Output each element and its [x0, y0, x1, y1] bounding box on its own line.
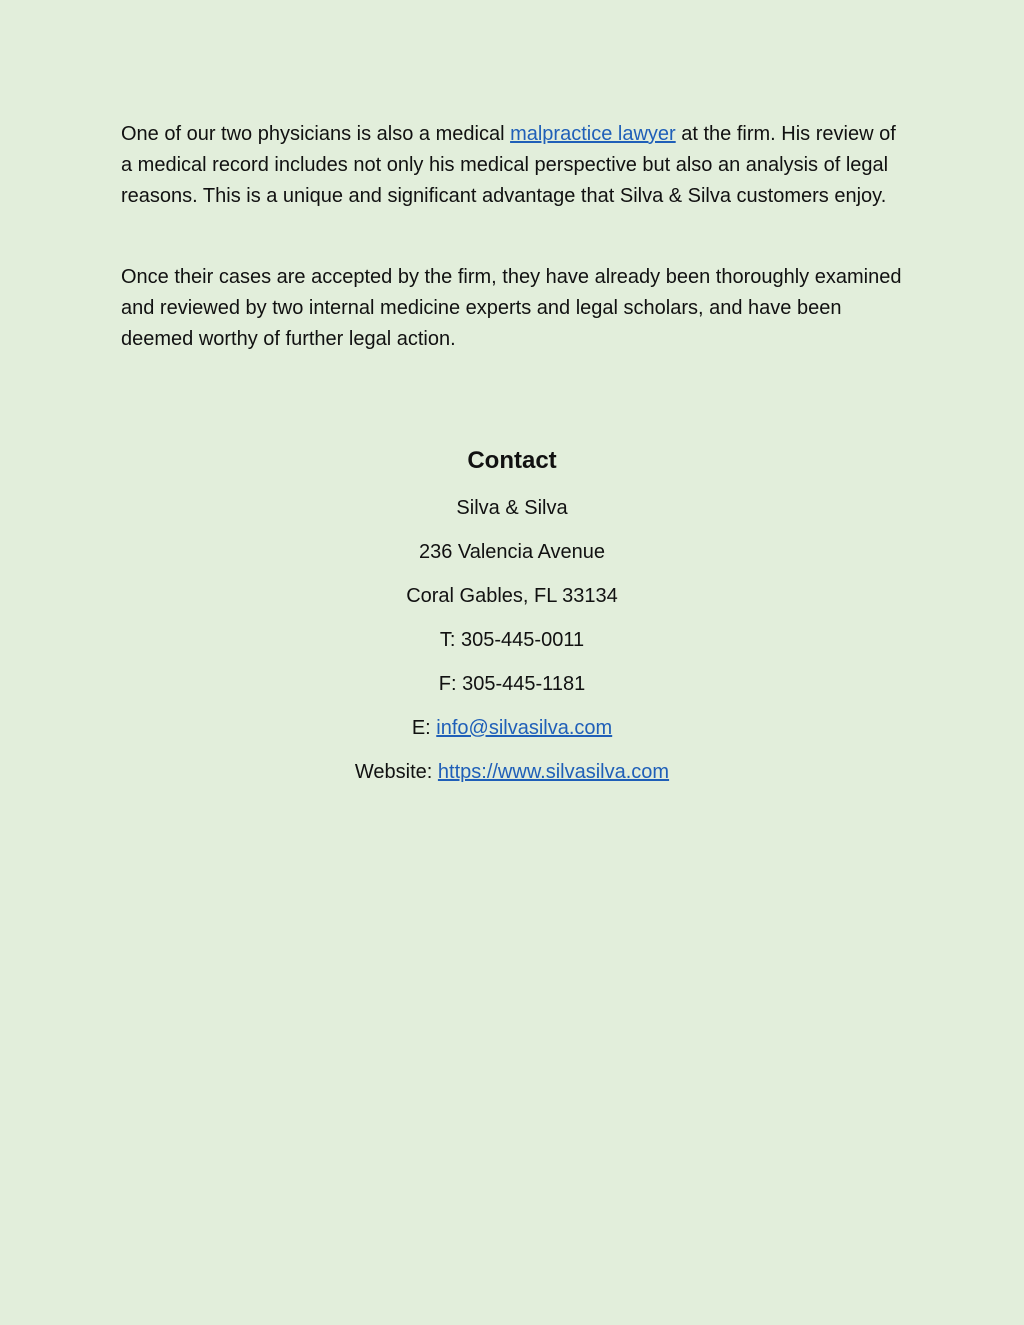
document-body — [121, 119, 911, 355]
email-label: E: — [411, 717, 437, 739]
paragraph-physician-lawyer — [121, 119, 911, 212]
street-address: 236 Valencia Avenue — [418, 541, 606, 563]
website-link[interactable]: https://www.silvasilva.com — [437, 761, 670, 783]
malpractice-lawyer-link[interactable]: malpractice lawyer — [510, 123, 676, 145]
email-link[interactable]: info@silvasilva.com — [436, 717, 613, 739]
paragraph-1-text-start: One of our two physicians is also a medical — [121, 123, 511, 145]
website-line — [0, 758, 1024, 786]
paragraph-case-review: Once their cases are accepted by the firm, they have already been thoroughly examined and reviewed by two internal medicine experts and legal scholars, and have been deemed worthy of further legal action. — [121, 266, 902, 350]
phone-number: T: 305-445-0011 — [439, 629, 585, 651]
firm-name: Silva & Silva — [456, 497, 568, 519]
email-line — [0, 714, 1024, 742]
fax-number: F: 305-445-1181 — [438, 673, 586, 695]
website-label: Website: — [354, 761, 438, 783]
contact-heading: Contact — [467, 447, 557, 474]
paragraph-1-text-end: at the firm. His review of a medical record includes not only his medical perspective but also an analysis of legal reasons. This is a unique and significant advantage that Silva & Silva customers enjoy. — [121, 123, 896, 207]
city-state-zip: Coral Gables, FL 33134 — [406, 585, 618, 607]
contact-section — [0, 444, 1024, 802]
